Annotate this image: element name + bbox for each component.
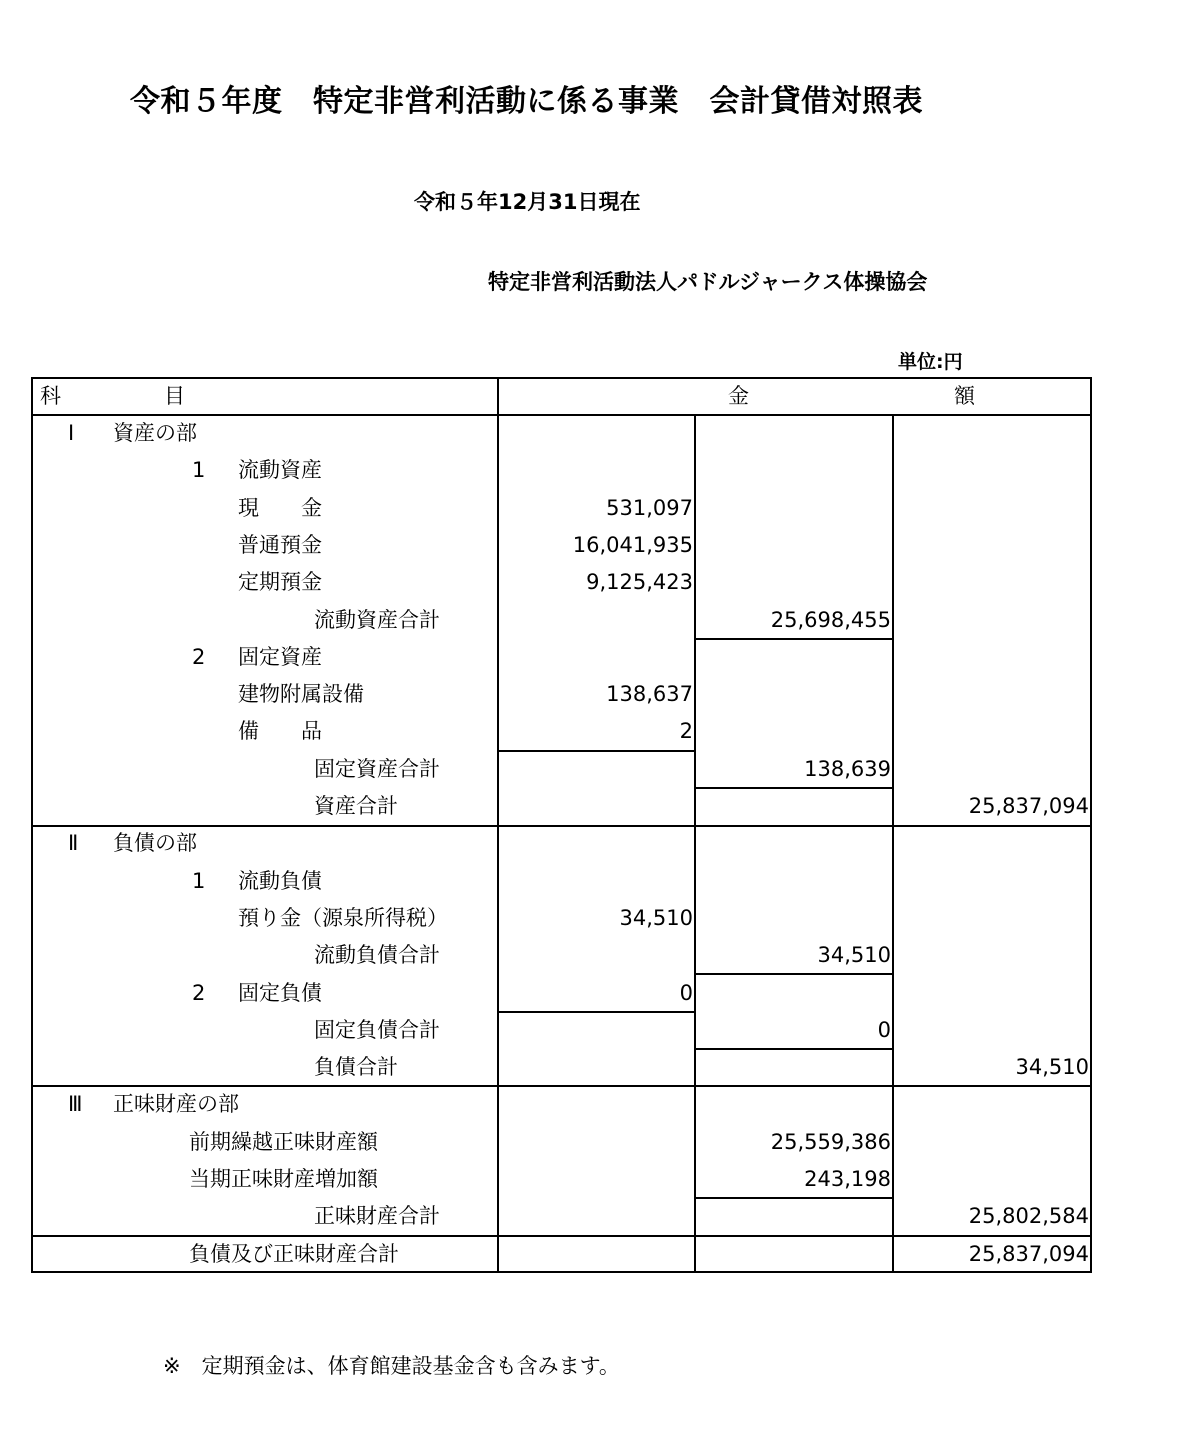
row-label: 正味財産の部: [113, 1092, 239, 1116]
unit-label: 単位:円: [898, 351, 963, 373]
header-kamoku-1: 科: [40, 384, 61, 408]
row-label: 現 金: [238, 496, 322, 520]
amount-c3: 34,510: [1015, 1055, 1089, 1079]
amount-c1: 9,125,423: [586, 570, 693, 594]
row-number: 1: [192, 869, 206, 893]
amount-c3: 25,837,094: [968, 794, 1089, 818]
amount-c2: 0: [877, 1018, 891, 1042]
row-label: 定期預金: [238, 570, 322, 594]
column-divider-1: [694, 414, 696, 1273]
row-label: 固定資産合計: [314, 757, 440, 781]
row-number: Ⅲ: [68, 1092, 83, 1116]
amount-c1: 138,637: [606, 682, 693, 706]
header-kingaku-2: 額: [954, 384, 975, 408]
row-label: 負債及び正味財産合計: [189, 1242, 399, 1266]
row-label: 資産の部: [113, 421, 197, 445]
amount-c1: 0: [679, 981, 693, 1005]
row-label: 建物附属設備: [238, 682, 364, 706]
footnote: ※ 定期預金は、体育館建設基金含も含みます。: [163, 1354, 620, 1378]
column-divider-2: [892, 414, 894, 1273]
amount-c2: 25,559,386: [770, 1130, 891, 1154]
row-label: 固定負債合計: [314, 1018, 440, 1042]
document-title: 令和５年度 特定非営利活動に係る事業 会計貸借対照表: [130, 84, 923, 119]
row-label: 固定負債: [238, 981, 322, 1005]
row-label: 備 品: [238, 719, 322, 743]
row-number: Ⅱ: [68, 831, 79, 855]
row-label: 負債の部: [113, 831, 197, 855]
table-border-top: [31, 377, 1092, 379]
header-kamoku-2: 目: [164, 384, 185, 408]
amount-c2: 138,639: [804, 757, 891, 781]
organization-name: 特定非営利活動法人パドルジャークス体操協会: [488, 270, 928, 294]
amount-c1: 34,510: [619, 906, 693, 930]
amount-c1: 531,097: [606, 496, 693, 520]
row-label: 資産合計: [314, 794, 398, 818]
row-label: 普通預金: [238, 533, 322, 557]
row-number: Ⅰ: [68, 421, 75, 445]
amount-c3: 25,837,094: [968, 1242, 1089, 1266]
amount-c2: 25,698,455: [770, 608, 891, 632]
row-number: 1: [192, 458, 206, 482]
amount-c1: 2: [679, 719, 693, 743]
as-of-date: 令和５年12月31日現在: [414, 190, 641, 214]
amount-c2: 34,510: [817, 943, 891, 967]
amount-c1: 16,041,935: [572, 533, 693, 557]
row-number: 2: [192, 645, 206, 669]
row-number: 2: [192, 981, 206, 1005]
row-label: 前期繰越正味財産額: [189, 1130, 378, 1154]
row-label: 正味財産合計: [314, 1204, 440, 1228]
row-label: 負債合計: [314, 1055, 398, 1079]
row-label: 流動資産: [238, 458, 322, 482]
row-label: 流動資産合計: [314, 608, 440, 632]
header-kingaku-1: 金: [728, 384, 749, 408]
row-label: 流動負債合計: [314, 943, 440, 967]
amount-c2: 243,198: [804, 1167, 891, 1191]
amount-c3: 25,802,584: [968, 1204, 1089, 1228]
row-label: 流動負債: [238, 869, 322, 893]
row-label: 当期正味財産増加額: [189, 1167, 378, 1191]
row-label: 固定資産: [238, 645, 322, 669]
row-label: 預り金（源泉所得税）: [238, 906, 448, 930]
underline-fixed-items: [497, 750, 696, 752]
